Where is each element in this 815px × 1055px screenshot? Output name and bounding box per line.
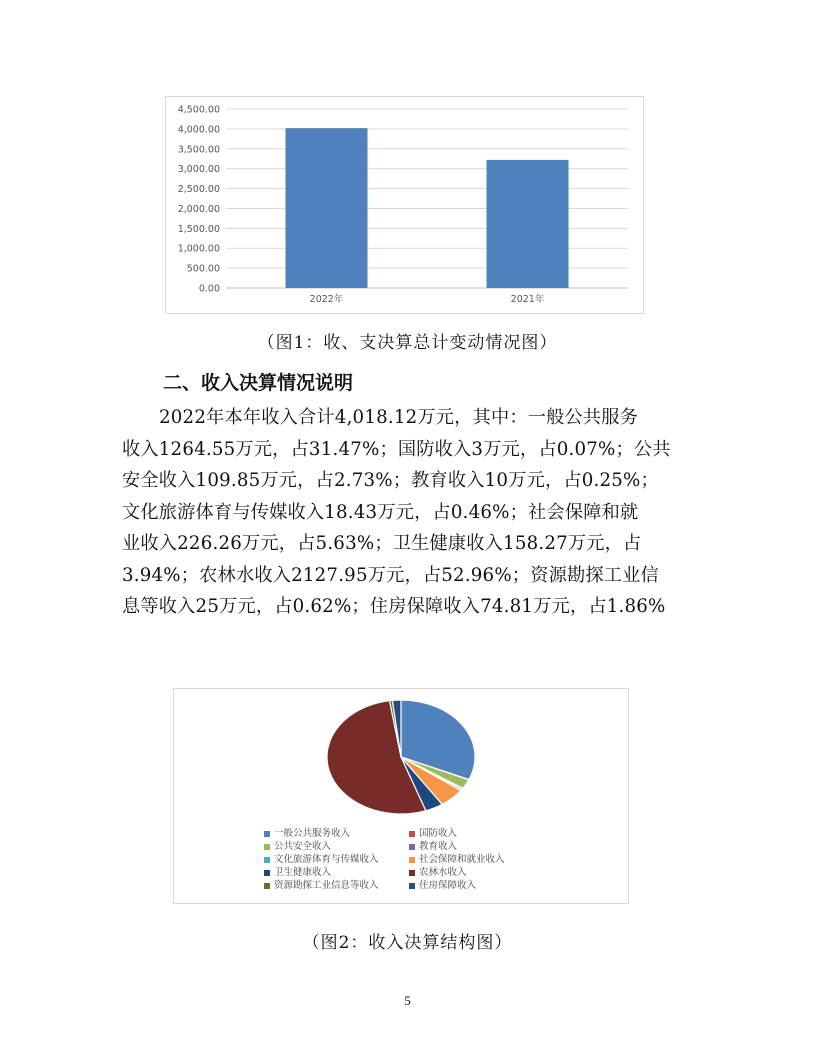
section-heading: 二、收入决算情况说明 xyxy=(163,372,354,394)
legend-swatch xyxy=(264,844,270,850)
bar xyxy=(487,160,569,288)
legend-item xyxy=(409,879,559,892)
y-tick-label: 2,500.00 xyxy=(177,184,220,196)
y-tick-label: 4,000.00 xyxy=(177,124,220,136)
bar-chart-container xyxy=(165,96,644,314)
paragraph-line: 收入1264.55万元，占31.47%；国防收入3万元，占0.07%；公共 xyxy=(122,438,671,460)
figure2-caption: （图2：收入决算结构图） xyxy=(302,933,513,953)
legend-label: 卫生健康收入 xyxy=(274,867,332,878)
legend-swatch xyxy=(409,844,415,850)
x-tick-label: 2021年 xyxy=(510,294,545,305)
pie-legend xyxy=(264,827,564,892)
paragraph-line: 文化旅游体育与传媒收入18.43万元，占0.46%；社会保障和就 xyxy=(122,501,639,523)
y-tick-label: 1,500.00 xyxy=(177,223,220,235)
paragraph-line: 2022年本年收入合计4,018.12万元，其中：一般公共服务 xyxy=(159,407,639,428)
legend-item xyxy=(409,827,559,840)
legend-item xyxy=(264,827,409,840)
page-number: 5 xyxy=(404,993,411,1008)
y-tick-label: 3,500.00 xyxy=(177,144,220,156)
paragraph-line: 安全收入109.85万元，占2.73%；教育收入10万元，占0.25%； xyxy=(122,470,659,491)
pie-chart-container xyxy=(173,688,629,904)
legend-label: 文化旅游体育与传媒收入 xyxy=(274,854,379,865)
legend-label: 资源勘探工业信息等收入 xyxy=(274,880,379,891)
legend-label: 教育收入 xyxy=(419,841,458,852)
legend-swatch xyxy=(409,831,415,837)
legend-label: 一般公共服务收入 xyxy=(274,828,351,839)
legend-swatch xyxy=(409,870,415,876)
legend-item xyxy=(264,866,409,879)
pie-chart xyxy=(174,689,628,821)
y-tick-label: 0.00 xyxy=(198,283,220,295)
legend-swatch xyxy=(264,857,270,863)
paragraph-line: 息等收入25万元，占0.62%；住房保障收入74.81万元，占1.86% xyxy=(122,596,666,617)
bar xyxy=(286,128,368,288)
legend-item xyxy=(264,840,409,853)
paragraph-line: 3.94%；农林水收入2127.95万元，占52.96%；资源勘探工业信 xyxy=(122,564,659,586)
bar-chart xyxy=(166,97,643,313)
legend-label: 国防收入 xyxy=(419,828,458,839)
legend-item xyxy=(409,840,559,853)
legend-item xyxy=(264,879,409,892)
y-tick-label: 500.00 xyxy=(186,263,220,275)
figure1-caption: （图1：收、支决算总计变动情况图） xyxy=(257,333,558,353)
legend-swatch xyxy=(409,883,415,889)
legend-label: 农林水收入 xyxy=(419,867,467,878)
y-tick-label: 1,000.00 xyxy=(177,243,220,255)
legend-item xyxy=(409,853,559,866)
y-tick-label: 3,000.00 xyxy=(177,164,220,176)
legend-label: 住房保障收入 xyxy=(419,880,477,891)
legend-item xyxy=(264,853,409,866)
legend-label: 公共安全收入 xyxy=(274,841,332,852)
y-tick-label: 2,000.00 xyxy=(177,203,220,215)
legend-swatch xyxy=(264,883,270,889)
legend-label: 社会保障和就业收入 xyxy=(419,854,505,865)
legend-swatch xyxy=(264,831,270,837)
income-paragraph xyxy=(122,402,702,623)
legend-item xyxy=(409,866,559,879)
x-tick-label: 2022年 xyxy=(309,294,344,305)
paragraph-line: 业收入226.26万元，占5.63%；卫生健康收入158.27万元，占 xyxy=(122,533,642,554)
legend-swatch xyxy=(409,857,415,863)
legend-swatch xyxy=(264,870,270,876)
y-tick-label: 4,500.00 xyxy=(177,104,220,116)
